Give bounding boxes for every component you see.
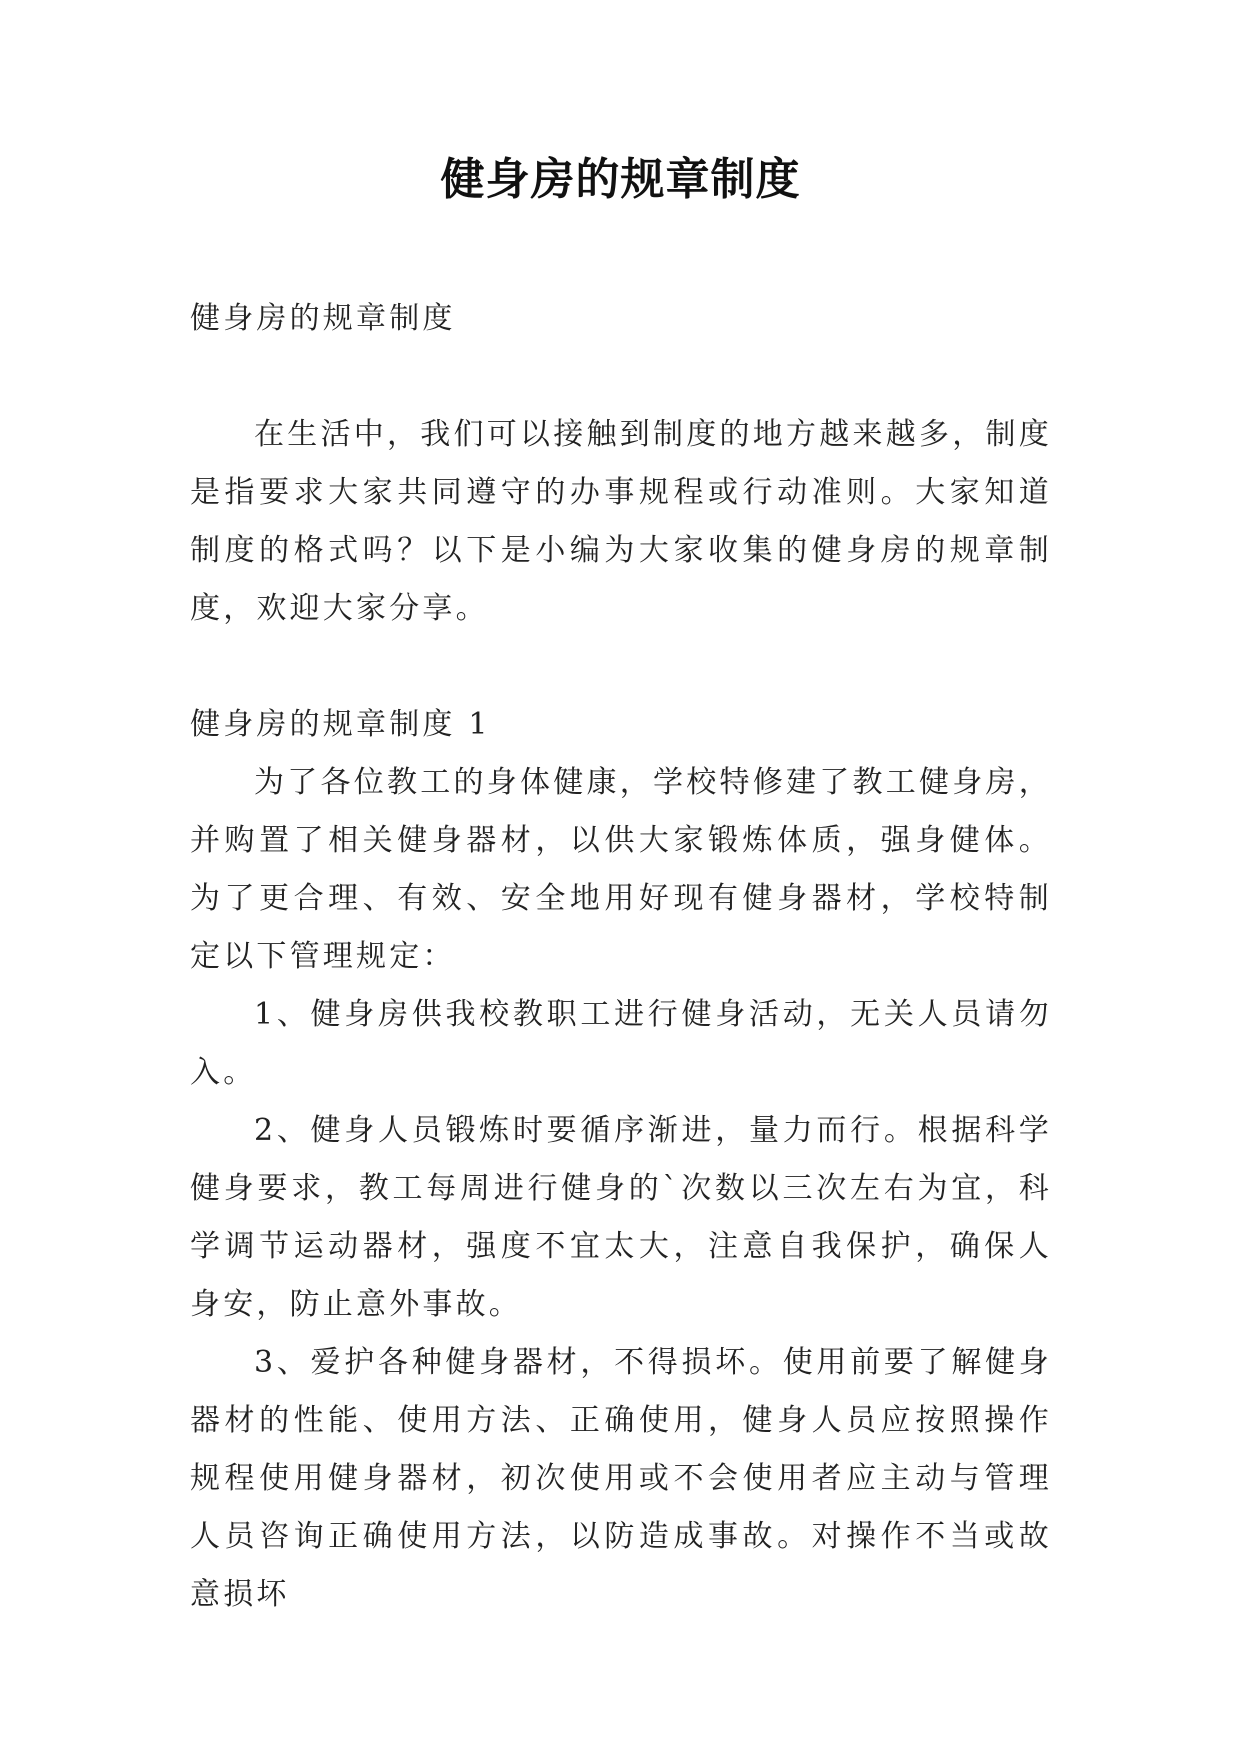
document-subtitle: 健身房的规章制度 <box>190 301 456 336</box>
document-body <box>190 290 1052 1624</box>
section-1-rule-3: 3、爱护各种健身器材，不得损坏。使用前要了解健身器材的性能、使用方法、正确使用，健身人员应按照操作规程使用健身器材，初次使用或不会使用者应主动与管理人员咨询正确使用方法，以防造成事故。对操作不当或故意损坏 <box>190 1345 1052 1612</box>
document-title: 健身房的规章制度 <box>440 154 801 205</box>
section-heading-1: 健身房的规章制度 1 <box>190 707 491 742</box>
section-1-rule-2: 2、健身人员锻炼时要循序渐进，量力而行。根据科学健身要求，教工每周进行健身的`次数以三次左右为宜，科学调节运动器材，强度不宜太大，注意自我保护，确保人身安，防止意外事故。 <box>190 1113 1052 1322</box>
section-1-rule-1: 1、健身房供我校教职工进行健身活动，无关人员请勿入。 <box>190 997 1052 1090</box>
section-1-paragraph-preamble: 为了各位教工的身体健康，学校特修建了教工健身房，并购置了相关健身器材，以供大家锻炼体质，强身健体。为了更合理、有效、安全地用好现有健身器材，学校特制定以下管理规定： <box>190 765 1052 974</box>
intro-paragraph: 在生活中，我们可以接触到制度的地方越来越多，制度是指要求大家共同遵守的办事规程或行动准则。大家知道制度的格式吗？以下是小编为大家收集的健身房的规章制度，欢迎大家分享。 <box>190 417 1052 626</box>
